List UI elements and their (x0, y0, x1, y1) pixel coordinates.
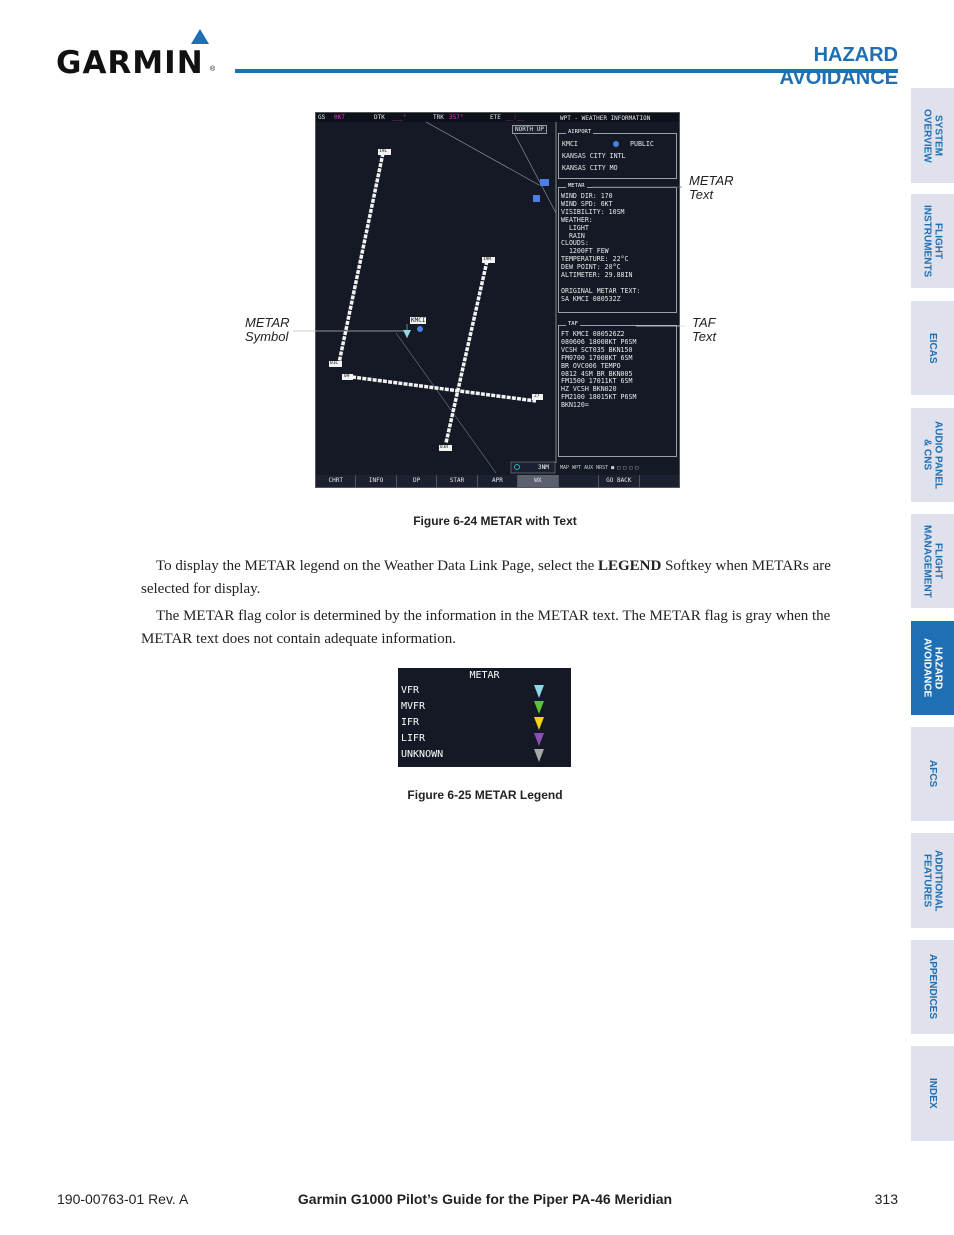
lifr-flag-icon (534, 733, 544, 746)
metar-line: ORIGINAL METAR TEXT: (561, 286, 641, 295)
tab-label: AUDIO PANEL & CNS (921, 420, 944, 490)
footer-page-number: 313 (874, 1191, 898, 1207)
tab-label: FLIGHT INSTRUMENTS (921, 204, 944, 278)
metar-line: WIND DIR: 170 (561, 192, 613, 200)
paragraph-2: The METAR flag color is determined by the information in the METAR text. The METAR flag is gray when the METAR text does not contain adequate information. (141, 608, 831, 647)
taf-line: FT KMCI 080526Z2 (561, 330, 625, 338)
legend-title: METAR (469, 670, 500, 681)
metar-line: 1200FT FEW (561, 247, 609, 256)
tab-appendices[interactable] (911, 940, 954, 1034)
metar-line: SA KMCI 080532Z (561, 294, 621, 303)
tab-label: APPENDICES (927, 954, 938, 1020)
legend-label-unknown: UNKNOWN (401, 749, 444, 760)
taf-line: 080606 18008KT P6SM (561, 337, 637, 346)
ete-value: __:__ (506, 114, 525, 121)
vfr-flag-icon (534, 685, 544, 698)
taf-line: VCSH SCT035 BKN150 (561, 345, 633, 354)
trk-label: TRK (433, 114, 444, 121)
legend-softkey-ref: LEGEND (597, 558, 662, 574)
taf-line: BR OVC006 TEMPO (561, 361, 621, 370)
softkey-info[interactable]: INFO (356, 475, 396, 487)
airport-type: PUBLIC (630, 140, 654, 148)
airport-box-title: AIRPORT (568, 129, 592, 135)
station-label: KMCI (411, 317, 426, 324)
figure2-caption: Figure 6-25 METAR Legend (407, 788, 563, 802)
dtk-value: ___° (392, 114, 407, 121)
garmin-logo: GARMIN (56, 45, 204, 81)
airport-ident: KMCI (562, 140, 578, 148)
footer-doc-number: 190-00763-01 Rev. A (57, 1191, 189, 1207)
legend-label-vfr: VFR (401, 685, 420, 696)
range-value: 3NM (538, 464, 549, 471)
taf-line: FM1500 17011KT 6SM (561, 377, 633, 386)
north-up-label[interactable]: NORTH UP (512, 125, 547, 134)
metar-line: RAIN (561, 231, 585, 240)
taf-box-title: TAF (568, 321, 578, 327)
taf-line: HZ VCSH BKN020 (561, 385, 617, 394)
taf-line: BKN120= (561, 401, 589, 410)
paragraph-1-end: Softkey when METARs are selected for display. (141, 558, 831, 597)
gs-label: GS (318, 114, 326, 121)
metar-line: WIND SPD: 6KT (561, 199, 613, 208)
airport-city: KANSAS CITY MO (562, 164, 618, 172)
callout-taf-text: TAF Text (692, 315, 717, 344)
metar-legend (398, 668, 571, 767)
legend-label-ifr: IFR (401, 717, 420, 728)
metar-box-title: METAR (568, 183, 585, 189)
runway-label: 19L (379, 149, 388, 154)
page-group-status: MAP WPT AUX NRST ■ □ □ □ □ (560, 465, 639, 471)
gs-value: 0KT (334, 114, 345, 121)
callout-lines (0, 0, 954, 500)
runway-label: 01R (440, 445, 449, 450)
unknown-flag-icon (534, 749, 544, 762)
softkey-wx[interactable]: WX (518, 475, 558, 487)
tab-label: FLIGHT MANAGEMENT (921, 524, 944, 598)
page-title: WPT - WEATHER INFORMATION (560, 115, 651, 122)
metar-line: VISIBILITY: 10SM (561, 207, 625, 216)
tab-additional-features[interactable] (911, 833, 954, 928)
taf-line: 0812 4SM BR BKN005 (561, 369, 633, 378)
tab-label: ADDITIONAL FEATURES (921, 849, 944, 912)
softkey-star[interactable]: STAR (437, 475, 477, 487)
airport-name: KANSAS CITY INTL (562, 152, 626, 160)
softkey-go-back[interactable]: GO BACK (599, 475, 639, 487)
paragraph-1 (141, 555, 871, 601)
tab-afcs[interactable] (911, 727, 954, 821)
softkey-dp[interactable]: DP (397, 475, 437, 487)
callout-metar-symbol: METAR Symbol (245, 315, 290, 344)
dtk-label: DTK (374, 114, 385, 121)
tab-hazard-avoidance[interactable] (911, 621, 954, 715)
ifr-flag-icon (534, 717, 544, 730)
tab-label: AFCS (927, 760, 938, 788)
tab-index[interactable] (911, 1046, 954, 1141)
tab-label: HAZARD AVOIDANCE (921, 638, 944, 698)
mvfr-flag-icon (534, 701, 544, 714)
runway-label: 01L (330, 361, 339, 366)
trk-value: 357° (449, 114, 464, 121)
runway-label: 19R (483, 257, 492, 262)
runway-label: 09 (344, 374, 350, 379)
metar-line: CLOUDS: (561, 239, 589, 248)
runway-label: 27 (534, 394, 540, 399)
legend-label-lifr: LIFR (401, 733, 426, 744)
ete-label: ETE (490, 114, 501, 121)
softkey-apr[interactable]: APR (478, 475, 518, 487)
tab-label: SYSTEM OVERVIEW (921, 108, 944, 163)
metar-line: LIGHT (561, 223, 589, 232)
softkey-chrt[interactable]: CHRT (316, 475, 356, 487)
metar-line: DEW POINT: 20°C (561, 263, 621, 272)
callout-metar-text: METAR Text (689, 173, 734, 202)
footer-title: Garmin G1000 Pilot’s Guide for the Piper PA-46 Meridian (297, 1191, 673, 1207)
figure1-caption: Figure 6-24 METAR with Text (413, 514, 577, 528)
section-title: HAZARD AVOIDANCE (779, 44, 898, 89)
metar-line: ALTIMETER: 29.88IN (561, 271, 633, 280)
tab-flight-management[interactable] (911, 514, 954, 608)
registered-mark: ® (210, 66, 216, 73)
tab-label: EICAS (927, 332, 938, 364)
metar-line: WEATHER: (561, 215, 593, 224)
taf-line: FM0700 17008KT 6SM (561, 353, 633, 362)
tab-label: INDEX (927, 1078, 938, 1109)
paragraph-1-start: To display the METAR legend on the Weather Data Link Page, select the (156, 558, 598, 574)
taf-line: FM2100 18015KT P6SM (561, 393, 637, 402)
metar-line: TEMPERATURE: 22°C (561, 255, 629, 264)
legend-label-mvfr: MVFR (401, 701, 426, 712)
